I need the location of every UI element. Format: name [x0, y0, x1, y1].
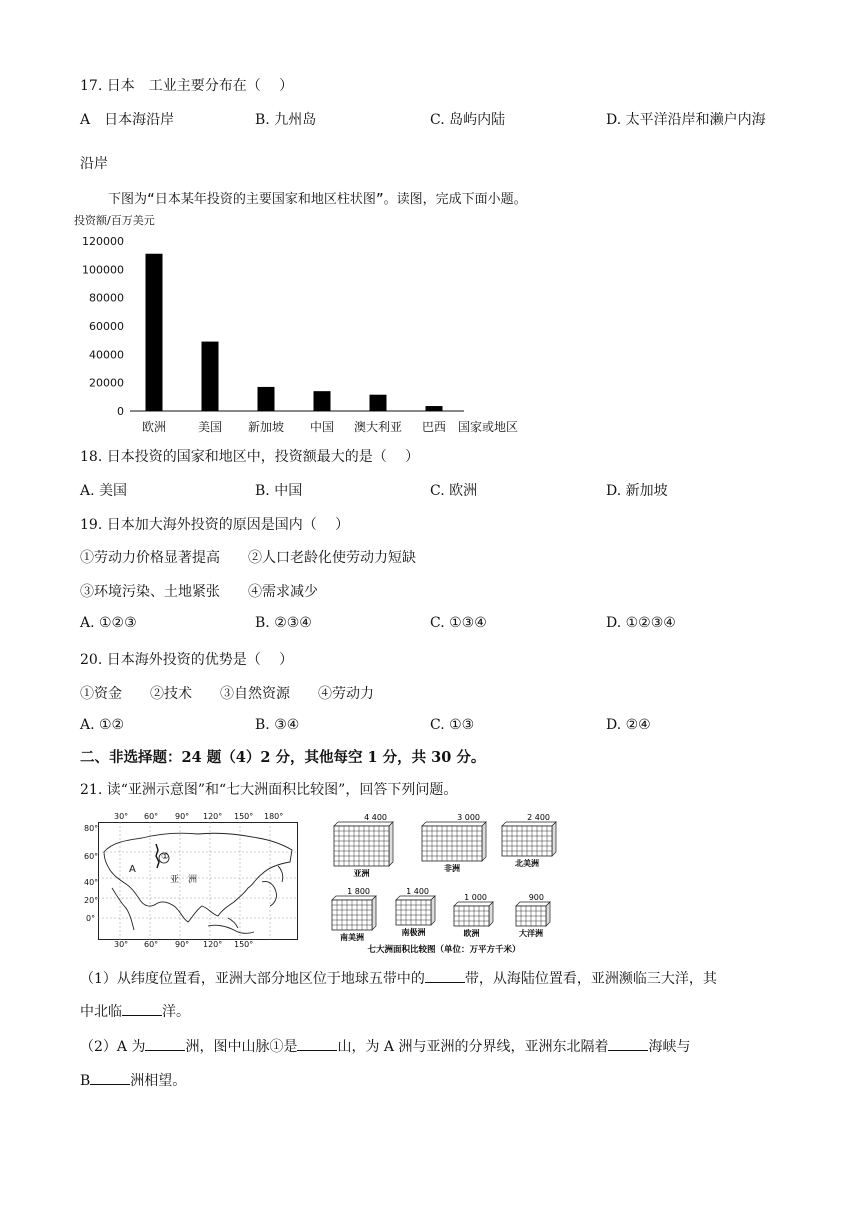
continent-block-1	[422, 822, 486, 861]
map-lon-bottom-150: 150°	[234, 940, 254, 949]
q21-p2-text-c: 山，为 A 洲与亚洲的分界线，亚洲东北隔着	[337, 1039, 609, 1055]
q17-option-d-wrap: 沿岸	[80, 156, 108, 172]
q21-p1-text-c: 中北临	[80, 1004, 122, 1020]
continent-block-2	[502, 822, 556, 856]
chart-y-tick-label: 0	[117, 405, 124, 418]
map-lon-bottom-30: 30°	[114, 940, 129, 949]
q18-option-c[interactable]: C. 欧洲	[430, 483, 478, 499]
continent-block-0	[334, 822, 393, 866]
map-lon-top-120: 120°	[203, 812, 223, 821]
q21-p2-text-b: 洲，图中山脉①是	[185, 1039, 298, 1055]
map-lon-bottom-90: 90°	[175, 940, 190, 949]
map-lat-60: 60°	[84, 852, 99, 861]
map-lat-40: 40°	[84, 878, 99, 887]
q21-part2-line1	[80, 1036, 690, 1056]
q17-option-a[interactable]: A 日本海沿岸	[80, 112, 175, 128]
chart-x-tick-label: 澳大利亚	[353, 420, 403, 434]
chart-bar-2	[258, 387, 275, 411]
chart-y-tick-label: 100000	[82, 263, 124, 277]
q17-stem: 17. 日本 工业主要分布在（ ）	[80, 78, 294, 94]
chart-bar-3	[314, 391, 331, 411]
continent-area-label: 4 400	[364, 814, 387, 822]
q18-stem: 18. 日本投资的国家和地区中，投资额最大的是（ ）	[80, 449, 420, 465]
map-lon-top-150: 150°	[234, 812, 254, 821]
continent-block-6	[516, 902, 550, 926]
answer-blank-ocean[interactable]	[122, 1003, 162, 1016]
continent-area-comparison	[326, 814, 562, 958]
q18-option-d[interactable]: D. 新加坡	[606, 483, 668, 499]
q20-option-c[interactable]: C. ①③	[430, 717, 475, 733]
q21-p2-text-f: 洲相望。	[130, 1073, 187, 1089]
q20-option-b[interactable]: B. ③④	[255, 717, 300, 733]
investment-bar-chart	[72, 210, 542, 436]
map-lon-bottom-60: 60°	[144, 940, 159, 949]
q21-p1-text-a: （1）从纬度位置看，亚洲大部分地区位于地球五带中的	[80, 971, 425, 987]
q21-p1-text-d: 洋。	[162, 1004, 190, 1020]
continent-area-label: 900	[528, 893, 544, 902]
continent-name-label: 北美洲	[515, 859, 539, 868]
chart-y-tick-label: 20000	[89, 376, 124, 390]
chart-y-tick-label: 80000	[89, 291, 124, 305]
q19-option-c[interactable]: C. ①③④	[430, 615, 487, 631]
answer-blank-zone[interactable]	[425, 970, 465, 983]
chart-x-axis-label: 国家或地区	[457, 420, 519, 434]
chart-x-tick-label: 欧洲	[141, 420, 167, 434]
map-lon-top-90: 90°	[175, 812, 190, 821]
continent-area-label: 2 400	[527, 814, 550, 822]
continent-name-label: 南极洲	[401, 928, 426, 937]
chart-x-tick-label: 美国	[197, 420, 223, 434]
map-lon-top-60: 60°	[144, 812, 159, 821]
continent-figure-caption: 七大洲面积比较图（单位：万平方千米）	[367, 945, 521, 955]
q19-option-d[interactable]: D. ①②③④	[606, 615, 676, 631]
q19-option-b[interactable]: B. ②③④	[255, 615, 312, 631]
asia-map-drawing	[98, 822, 298, 940]
q20-option-d[interactable]: D. ②④	[606, 717, 651, 733]
continent-name-label: 大洋洲	[519, 929, 543, 938]
chart-bar-1	[202, 342, 219, 411]
map-lon-top-30: 30°	[114, 812, 129, 821]
continent-area-label: 1 000	[464, 893, 487, 902]
chart-y-axis-label: 投资额/百万美元	[74, 214, 155, 227]
continent-area-label: 1 400	[406, 887, 429, 896]
map-mark-mountain: ①	[161, 852, 170, 862]
answer-blank-strait[interactable]	[608, 1038, 648, 1051]
q19-option-a[interactable]: A. ①②③	[80, 615, 137, 631]
chart-y-tick-label: 120000	[82, 235, 124, 248]
answer-blank-continent-a[interactable]	[145, 1038, 185, 1051]
chart-x-tick-label: 新加坡	[247, 420, 285, 434]
map-lat-20: 20°	[84, 896, 99, 905]
map-label-a: A	[129, 864, 136, 875]
continent-area-label: 3 000	[457, 814, 480, 822]
chart-intro: 下图为“日本某年投资的主要国家和地区柱状图”。读图，完成下面小题。	[108, 192, 527, 207]
q21-part1-line2	[80, 1001, 190, 1021]
q19-choices-line2: ③环境污染、土地紧张 ④需求减少	[80, 584, 318, 600]
chart-y-tick-label: 40000	[89, 348, 124, 362]
q21-part2-line2	[80, 1070, 186, 1090]
q21-stem: 21. 读“亚洲示意图”和“七大洲面积比较图”，回答下列问题。	[80, 782, 458, 798]
q21-p2-text-e: B	[80, 1073, 91, 1089]
map-lon-bottom-120: 120°	[203, 940, 223, 949]
map-lat-0: 0°	[86, 914, 96, 923]
continent-area-label: 1 800	[347, 887, 370, 896]
continent-name-label: 非洲	[444, 864, 460, 873]
continent-name-label: 南美洲	[340, 933, 364, 942]
q20-stem: 20. 日本海外投资的优势是（ ）	[80, 652, 294, 668]
continent-block-4	[396, 896, 435, 925]
answer-blank-mountain[interactable]	[297, 1038, 337, 1051]
map-lat-80: 80°	[84, 824, 99, 833]
q20-option-a[interactable]: A. ①②	[80, 717, 125, 733]
chart-bar-4	[370, 395, 387, 411]
q17-option-c[interactable]: C. 岛屿内陆	[430, 112, 506, 128]
chart-bar-0	[146, 254, 163, 411]
chart-y-tick-label: 60000	[89, 320, 124, 333]
q19-stem: 19. 日本加大海外投资的原因是国内（ ）	[80, 517, 350, 533]
continent-name-label: 欧洲	[463, 929, 480, 938]
q18-option-b[interactable]: B. 中国	[255, 483, 303, 499]
answer-blank-continent-b[interactable]	[90, 1072, 130, 1085]
continent-block-5	[454, 902, 493, 926]
section-2-heading: 二、非选择题：24 题（4）2 分，其他每空 1 分，共 30 分。	[80, 749, 486, 766]
q17-option-b[interactable]: B. 九州岛	[255, 112, 317, 128]
map-lon-top-180: 180°	[264, 812, 284, 821]
q21-p2-text-a: （2）A 为	[80, 1039, 146, 1055]
continent-block-3	[332, 896, 376, 930]
chart-x-tick-label: 中国	[309, 420, 335, 434]
q18-option-a[interactable]: A. 美国	[80, 483, 128, 499]
q21-p1-text-b: 带，从海陆位置看，亚洲濒临三大洋，其	[464, 971, 717, 987]
q20-choices-line1: ①资金 ②技术 ③自然资源 ④劳动力	[80, 686, 374, 702]
chart-bar-5	[426, 406, 443, 411]
q21-part1-line1	[80, 968, 717, 988]
q17-option-d[interactable]: D. 太平洋沿岸和濑户内海	[606, 112, 766, 128]
map-label-asia: 亚 洲	[170, 875, 198, 885]
asia-map	[84, 812, 302, 954]
chart-x-tick-label: 巴西	[421, 420, 447, 434]
q21-p2-text-d: 海峡与	[648, 1039, 691, 1055]
q19-choices-line1: ①劳动力价格显著提高 ②人口老龄化使劳动力短缺	[80, 550, 416, 566]
continent-name-label: 亚洲	[353, 869, 370, 878]
